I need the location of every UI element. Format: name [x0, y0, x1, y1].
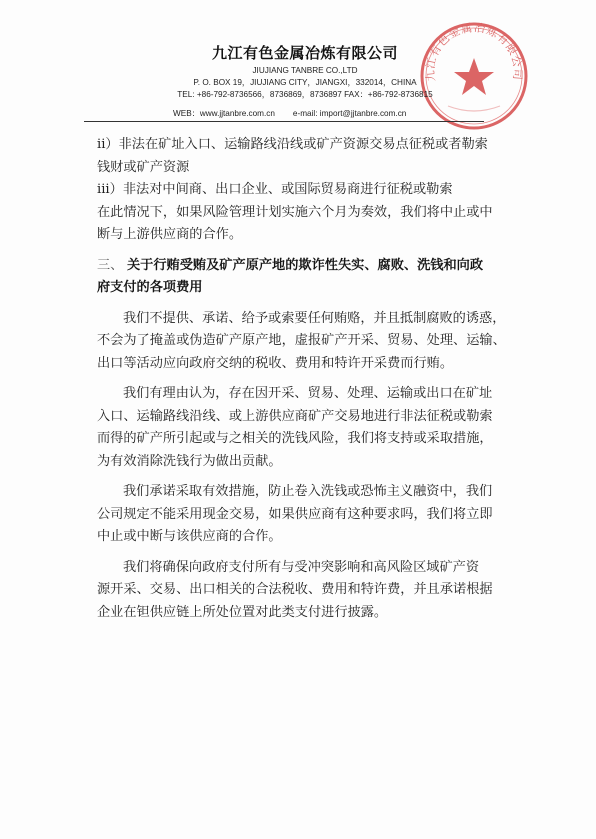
paragraph-4-line-2: 源开采、交易、出口相关的合法税收、费用和特许费，并且承诺根据 — [97, 582, 493, 597]
section-3-title-1: 关于行贿受贿及矿产原产地的欺诈性失实、腐败、洗钱和向政 — [127, 257, 484, 273]
paragraph-1-line-3: 出口等活动应向政府交纳的税收、费用和特许开采费而行贿。 — [97, 355, 454, 371]
paragraph-3-line-2: 公司规定不能采用现金交易，如果供应商有这种要求吗，我们将立即 — [97, 506, 493, 522]
section-3-heading-line-1 — [97, 255, 523, 278]
risk-paragraph-line-1: 在此情况下，如果风险管理计划实施六个月为奏效，我们将中止或中 — [97, 204, 493, 220]
paragraph-1-line-2: 不会为了掩盖或伪造矿产原产地，虚报矿产开采、贸易、处理、运输、 — [97, 333, 506, 348]
paragraph-1-line-1: 我们不提供、承诺、给予或索要任何贿赂，并且抵制腐败的诱惑， — [123, 310, 506, 326]
item-iii: iii）非法对中间商、出口企业、或国际贸易商进行征税或勒索 — [97, 182, 453, 197]
company-website: WEB：www.jjtanbre.com.cn — [173, 109, 275, 118]
svg-text:九江有色金属冶炼有限公司: 九江有色金属冶炼有限公司 — [423, 21, 525, 83]
paragraph-3-line-3: 中止或中断与该供应商的合作。 — [97, 529, 282, 544]
item-ii-line-1: ii）非法在矿址入口、运输路线沿线或矿产资源交易点征税或者勒索 — [97, 137, 488, 152]
letterhead — [140, 42, 470, 101]
paragraph-2-line-4: 为有效消除洗钱行为做出贡献。 — [97, 453, 282, 469]
section-3-heading-line-2: 府支付的各项费用 — [97, 280, 203, 295]
item-ii-line-2: 钱财或矿产资源 — [97, 159, 190, 175]
letterhead-web-email — [173, 108, 406, 119]
paragraph-4-line-3: 企业在钽供应链上所处位置对此类支付进行披露。 — [97, 604, 388, 620]
company-address: P. O. BOX 19，JIUJIANG CITY，JIANGXI，332014，CHINA — [193, 78, 417, 87]
paragraph-4-line-1: 我们将确保向政府支付所有与受冲突影响和高风险区域矿产资 — [123, 559, 480, 575]
paragraph-3-line-1: 我们承诺采取有效措施，防止卷入洗钱或恐怖主义融资中，我们 — [123, 484, 493, 499]
risk-paragraph-line-2: 断与上游供应商的合作。 — [97, 227, 243, 242]
document-body — [97, 134, 523, 624]
paragraph-2-line-2: 入口、运输路线沿线、或上游供应商矿产交易地进行非法征税或勒索 — [97, 408, 493, 424]
company-phone-fax: TEL: +86-792-8736566，8736869，8736897 FAX：+86-792-8736815 — [177, 90, 433, 99]
company-name-chinese: 九江有色金属冶炼有限公司 — [211, 44, 398, 62]
paragraph-2-line-1: 我们有理由认为，存在因开采、贸易、处理、运输或出口在矿址 — [123, 386, 493, 401]
paragraph-2-line-3: 而得的矿产所引起或与之相关的洗钱风险，我们将支持或采取措施， — [97, 431, 493, 446]
section-3-number: 三、 — [97, 257, 124, 273]
company-name-english: JIUJIANG TANBRE CO.,LTD — [252, 66, 358, 75]
letterhead-divider — [84, 121, 484, 122]
company-email: e-mail: import@jjtanbre.com.cn — [292, 109, 407, 118]
